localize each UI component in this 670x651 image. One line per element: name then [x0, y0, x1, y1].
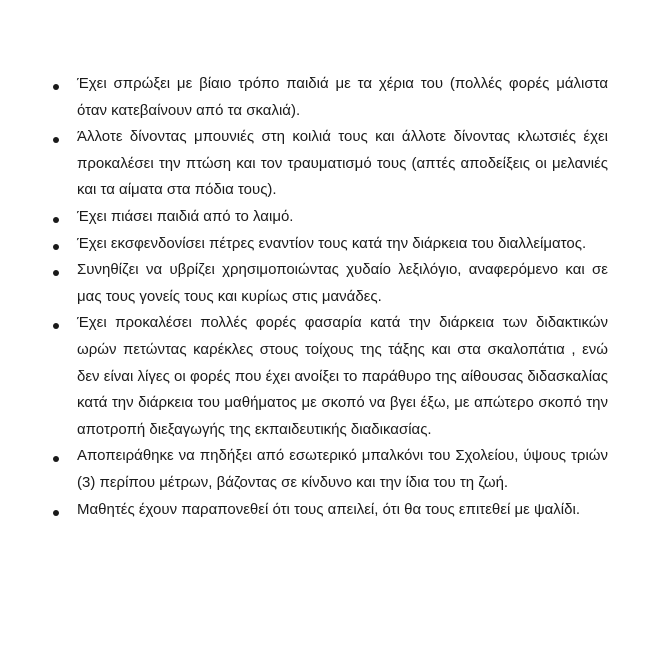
bullet-icon: [53, 217, 59, 223]
list-item-text: Μαθητές έχουν παραπονεθεί ότι τους απειλεί, ότι θα τους επιτεθεί με ψαλίδι.: [77, 500, 580, 518]
bullet-icon: [53, 323, 59, 329]
list-item: [48, 257, 608, 310]
bullet-icon: [53, 84, 59, 90]
bullet-icon: [53, 510, 59, 516]
list-item-text: Αποπειράθηκε να πηδήξει από εσωτερικό μπαλκόνι του Σχολείου, ύψους τριών (3) περίπου μέτρων, βάζοντας σε κίνδυνο και την ίδια του τη ζωή.: [77, 447, 608, 491]
list-item: [48, 204, 608, 231]
list-item: [48, 310, 608, 443]
list-item-text: Έχει προκαλέσει πολλές φορές φασαρία κατά την διάρκεια των διδακτικών ωρών πετώντας καρέκλες στους τοίχους της τάξης και στα σκαλοπάτια , ενώ δεν είναι λίγες οι φορές που έχει ανοίξει το παράθυρο της αίθουσας διδασκαλίας κατά την διάρκεια του μαθήματος με σκοπό να βγει έξω, με απώτερο σκοπό την αποτροπή διεξαγωγής της εκπαιδευτικής διαδικασίας.: [77, 314, 608, 438]
list-item-text: Συνηθίζει να υβρίζει χρησιμοποιώντας χυδαίο λεξιλόγιο, αναφερόμενο και σε μας τους γονείς τους και κυρίως στις μανάδες.: [77, 261, 608, 305]
list-item: [48, 124, 608, 204]
bullet-icon: [53, 456, 59, 462]
bullet-icon: [53, 270, 59, 276]
list-item-text: Έχει εκσφενδονίσει πέτρες εναντίον τους κατά την διάρκεια του διαλλείματος.: [77, 234, 587, 252]
list-item-text: Έχει πιάσει παιδιά από το λαιμό.: [77, 207, 294, 225]
bullet-icon: [53, 244, 59, 250]
list-item-text: Έχει σπρώξει με βίαιο τρόπο παιδιά με τα χέρια του (πολλές φορές μάλιστα όταν κατεβαίνουν από τα σκαλιά).: [77, 75, 608, 119]
list-item: [48, 231, 608, 258]
list-item: [48, 71, 608, 124]
list-item: [48, 497, 608, 524]
list-item-text: Άλλοτε δίνοντας μπουνιές στη κοιλιά τους και άλλοτε δίνοντας κλωτσιές έχει προκαλέσει την πτώση και τον τραυματισμό τους (απτές αποδείξεις οι μελανιές και τα αίματα στα πόδια τους).: [77, 128, 608, 199]
bullet-list: [48, 71, 608, 523]
bullet-icon: [53, 137, 59, 143]
list-item: [48, 443, 608, 496]
